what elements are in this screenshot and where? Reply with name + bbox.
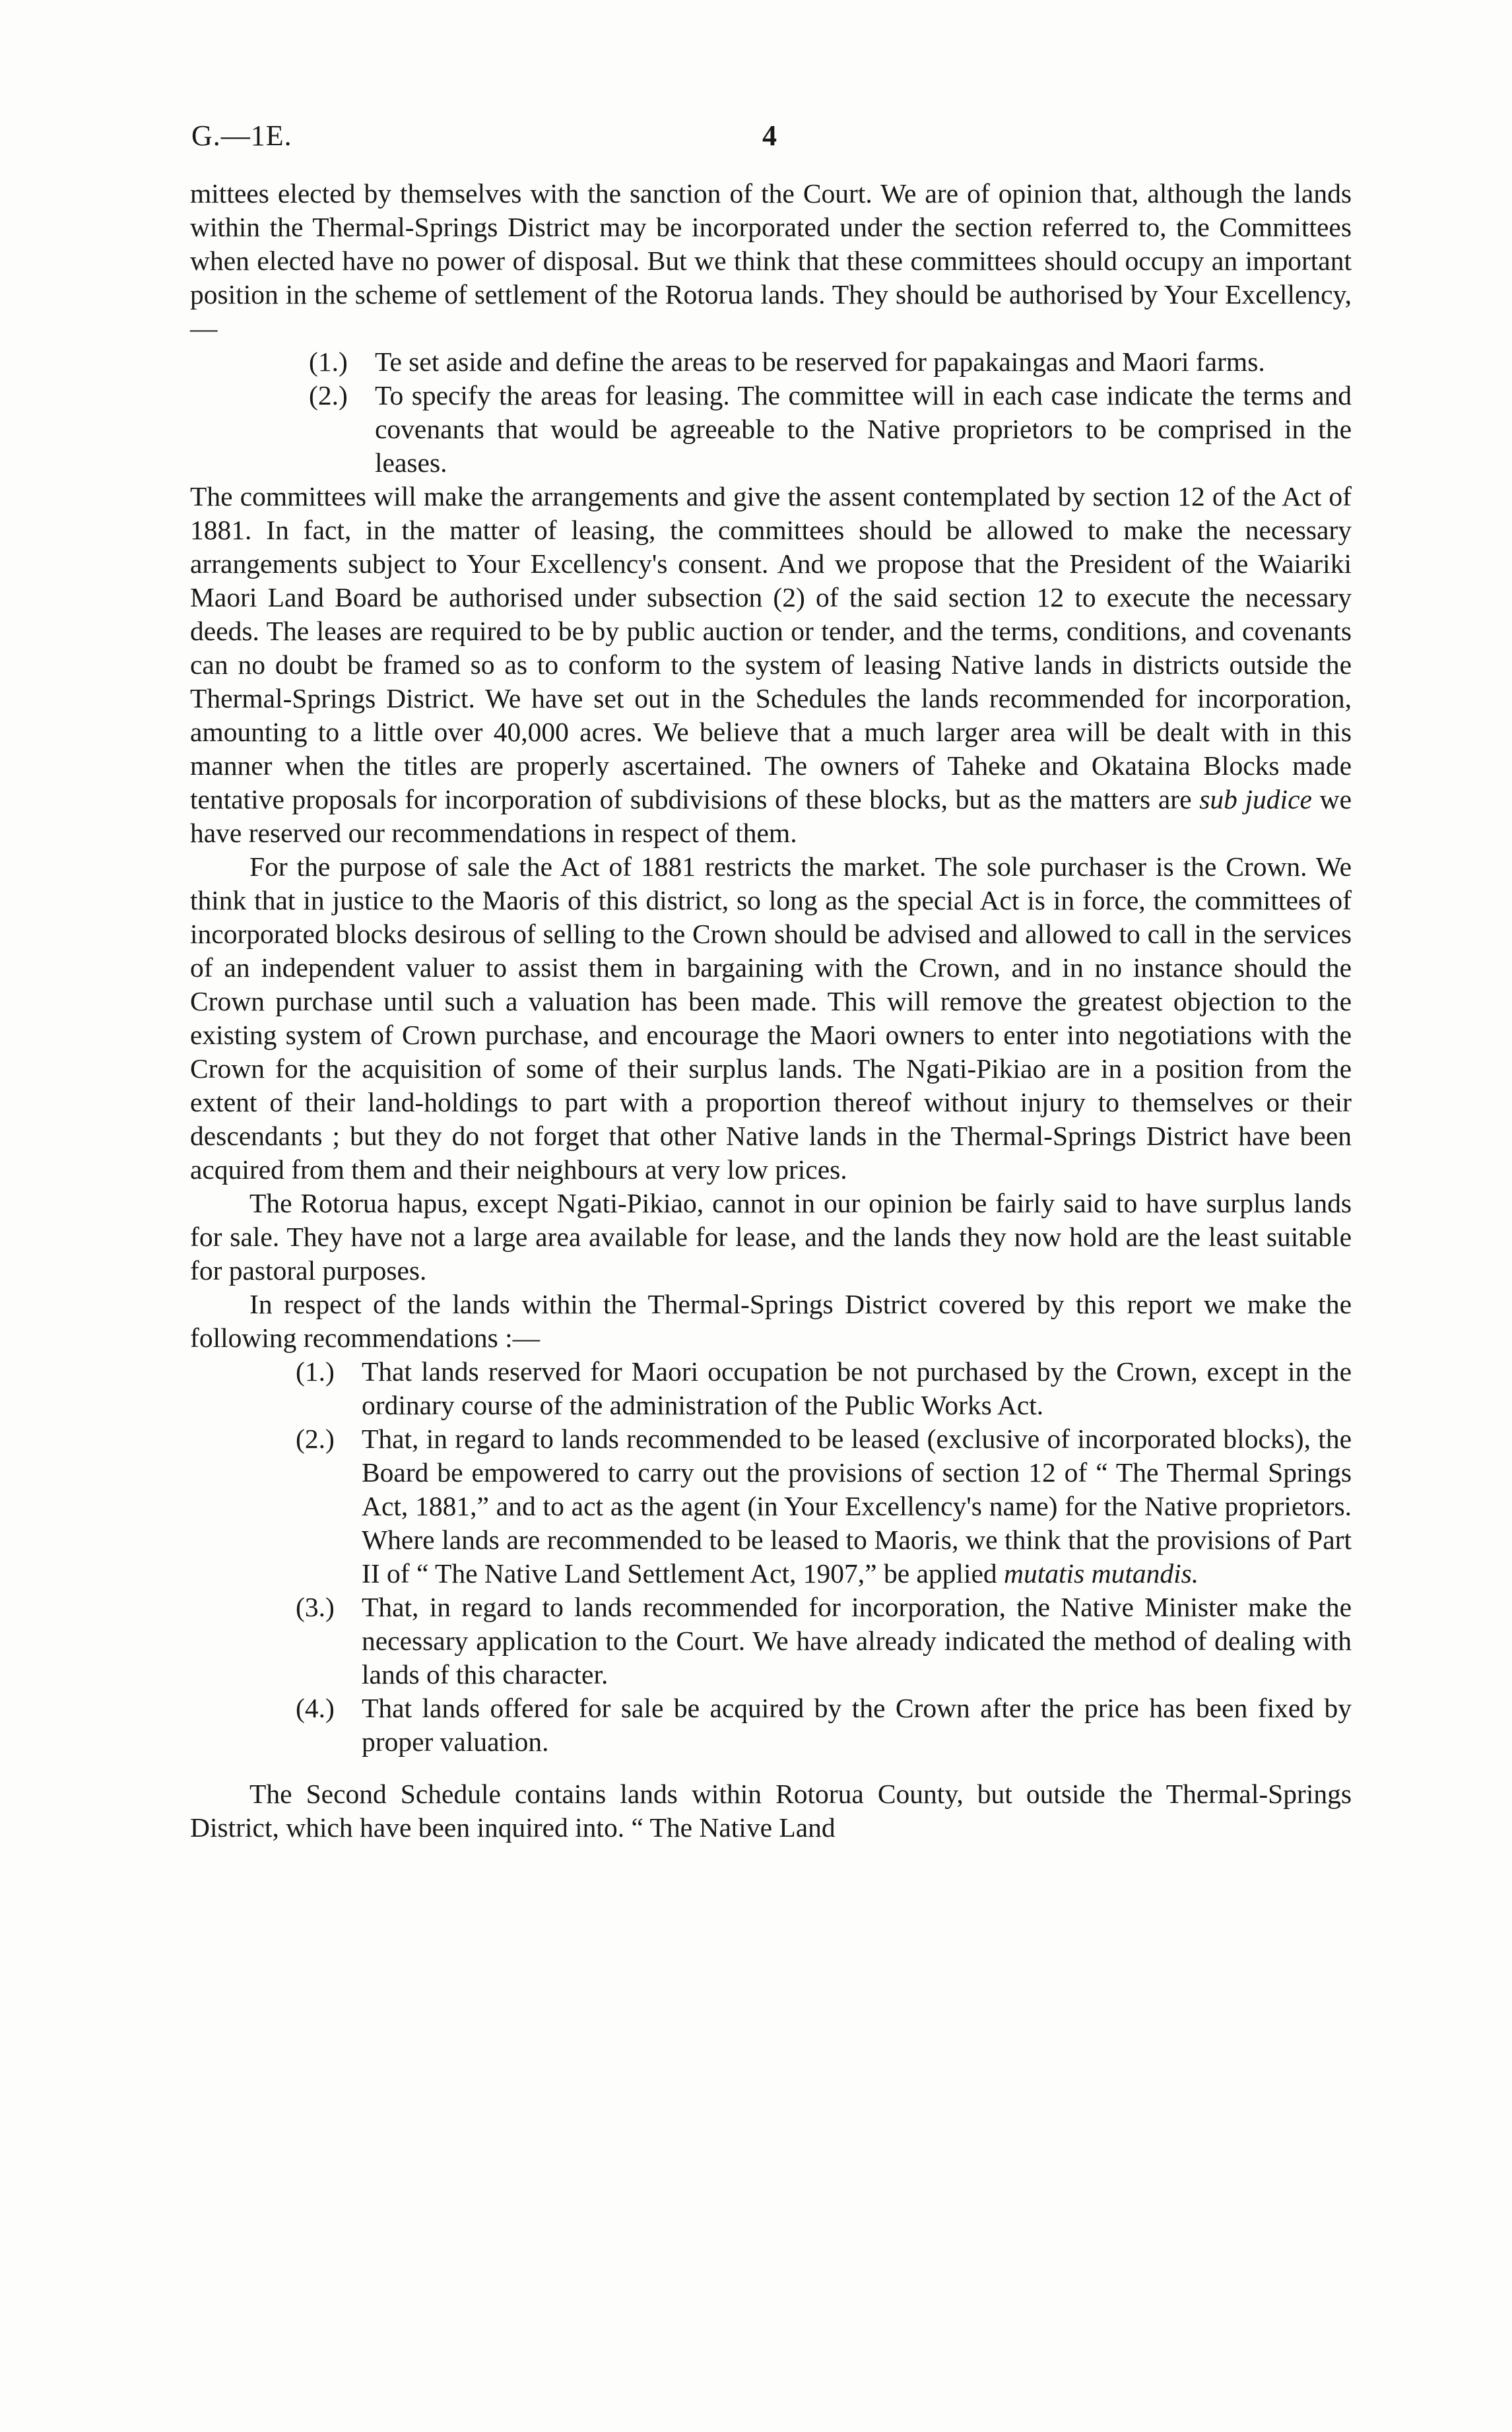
list-marker: (3.): [296, 1592, 335, 1622]
list-marker: (2.): [296, 1424, 335, 1454]
list-item-text: Te set aside and define the areas to be reserved for papakaingas and Maori farms.: [375, 346, 1265, 377]
page-number: 4: [762, 119, 777, 152]
list-marker: (2.): [309, 380, 348, 411]
list-item-text: That lands offered for sale be acquired by the Crown after the price has been fixed by proper valuation.: [362, 1693, 1352, 1757]
paragraph-leasing-arrangements: [190, 480, 1352, 850]
paragraph-text: we have reserved our recommendations in respect of them.: [190, 784, 1352, 848]
list-item: [296, 1591, 1352, 1692]
list-item: [309, 345, 1352, 379]
body-text: [190, 177, 1352, 1845]
list-item: [296, 1355, 1352, 1422]
list-item: [296, 1692, 1352, 1759]
list-marker: (1.): [309, 346, 348, 377]
committee-duties-list: [309, 345, 1352, 480]
list-marker: (4.): [296, 1693, 335, 1723]
paragraph-committees-power: mittees elected by themselves with the sanction of the Court. We are of opinion that, although the lands within the Thermal-Springs District may be incorporated under the section referred to, the Committees when elected have no power of disposal. But we think that these committees should occupy an important position in the scheme of settlement of the Rotorua lands. They should be authorised by Your Excellency,—: [190, 178, 1352, 343]
italic-phrase: mutatis mutandis.: [1004, 1558, 1199, 1589]
paragraph-recommendations-intro: In respect of the lands within the Thermal-Springs District covered by this report we make the following recommendations :—: [190, 1289, 1352, 1353]
paragraph-sale-restrictions: For the purpose of sale the Act of 1881 restricts the market. The sole purchaser is the Crown. We think that in justice to the Maoris of this district, so long as the special Act is in force, the committees of incorporated blocks desirous of selling to the Crown should be advised and allowed to call in the services of an independent valuer to assist them in bargaining with the Crown, and in no instance should the Crown purchase until such a valuation has been made. This will remove the greatest objection to the existing system of Crown purchase, and encourage the Maori owners to enter into negotiations with the Crown for the acquisition of some of their surplus lands. The Ngati-Pikiao are in a position from the extent of their land-holdings to part with a proportion thereof without injury to themselves or their descendants ; but they do not forget that other Native lands in the Thermal-Springs District have been acquired from them and their neighbours at very low prices.: [190, 851, 1352, 1185]
italic-phrase: sub judice: [1199, 784, 1312, 814]
list-item-text: That, in regard to lands recommended for incorporation, the Native Minister make the necessary application to the Court. We have already indicated the method of dealing with lands of this character.: [362, 1592, 1352, 1690]
list-item: [296, 1422, 1352, 1591]
paragraph-rotorua-hapus: The Rotorua hapus, except Ngati-Pikiao, cannot in our opinion be fairly said to have surplus lands for sale. They have not a large area available for lease, and the lands they now hold are the least suitable for pastoral purposes.: [190, 1188, 1352, 1286]
list-item-text: To specify the areas for leasing. The committee will in each case indicate the terms and covenants that would be agreeable to the Native proprietors to be comprised in the leases.: [375, 380, 1352, 478]
page-header: [191, 119, 1353, 158]
paragraph-second-schedule: The Second Schedule contains lands within Rotorua County, but outside the Thermal-Springs District, which have been inquired into. “ The Native Land: [190, 1779, 1352, 1843]
paragraph-text: The committees will make the arrangements and give the assent contemplated by section 12 of the Act of 1881. In fact, in the matter of leasing, the committees should be allowed to make the necessary arrangements subject to Your Excellency's consent. And we propose that the President of the Waiariki Maori Land Board be authorised under subsection (2) of the said section 12 to execute the necessary deeds. The leases are required to be by public auction or tender, and the terms, conditions, and covenants can no doubt be framed so as to conform to the system of leasing Native lands in districts outside the Thermal-Springs District. We have set out in the Schedules the lands recommended for incorporation, amounting to a little over 40,000 acres. We believe that a much larger area will be dealt with in this manner when the titles are properly ascertained. The owners of Taheke and Okataina Blocks made tentative proposals for incorporation of subdivisions of these blocks, but as the matters are: [190, 481, 1352, 814]
list-marker: (1.): [296, 1356, 335, 1387]
list-item-text: That, in regard to lands recommended to be leased (exclusive of incorporated blocks), the Board be empowered to carry out the provisions of section 12 of “ The Thermal Springs Act, 1881,” and to act as the agent (in Your Excellency's name) for the Native proprietors. Where lands are recommended to be leased to Maoris, we think that the provisions of Part II of “ The Native Land Settlement Act, 1907,” be applied: [362, 1424, 1352, 1589]
list-item-text: That lands reserved for Maori occupation be not purchased by the Crown, except in the ordinary course of the administration of the Public Works Act.: [362, 1356, 1352, 1420]
recommendations-list: [296, 1355, 1352, 1759]
document-code: G.—1E.: [191, 119, 292, 152]
list-item: [309, 379, 1352, 480]
